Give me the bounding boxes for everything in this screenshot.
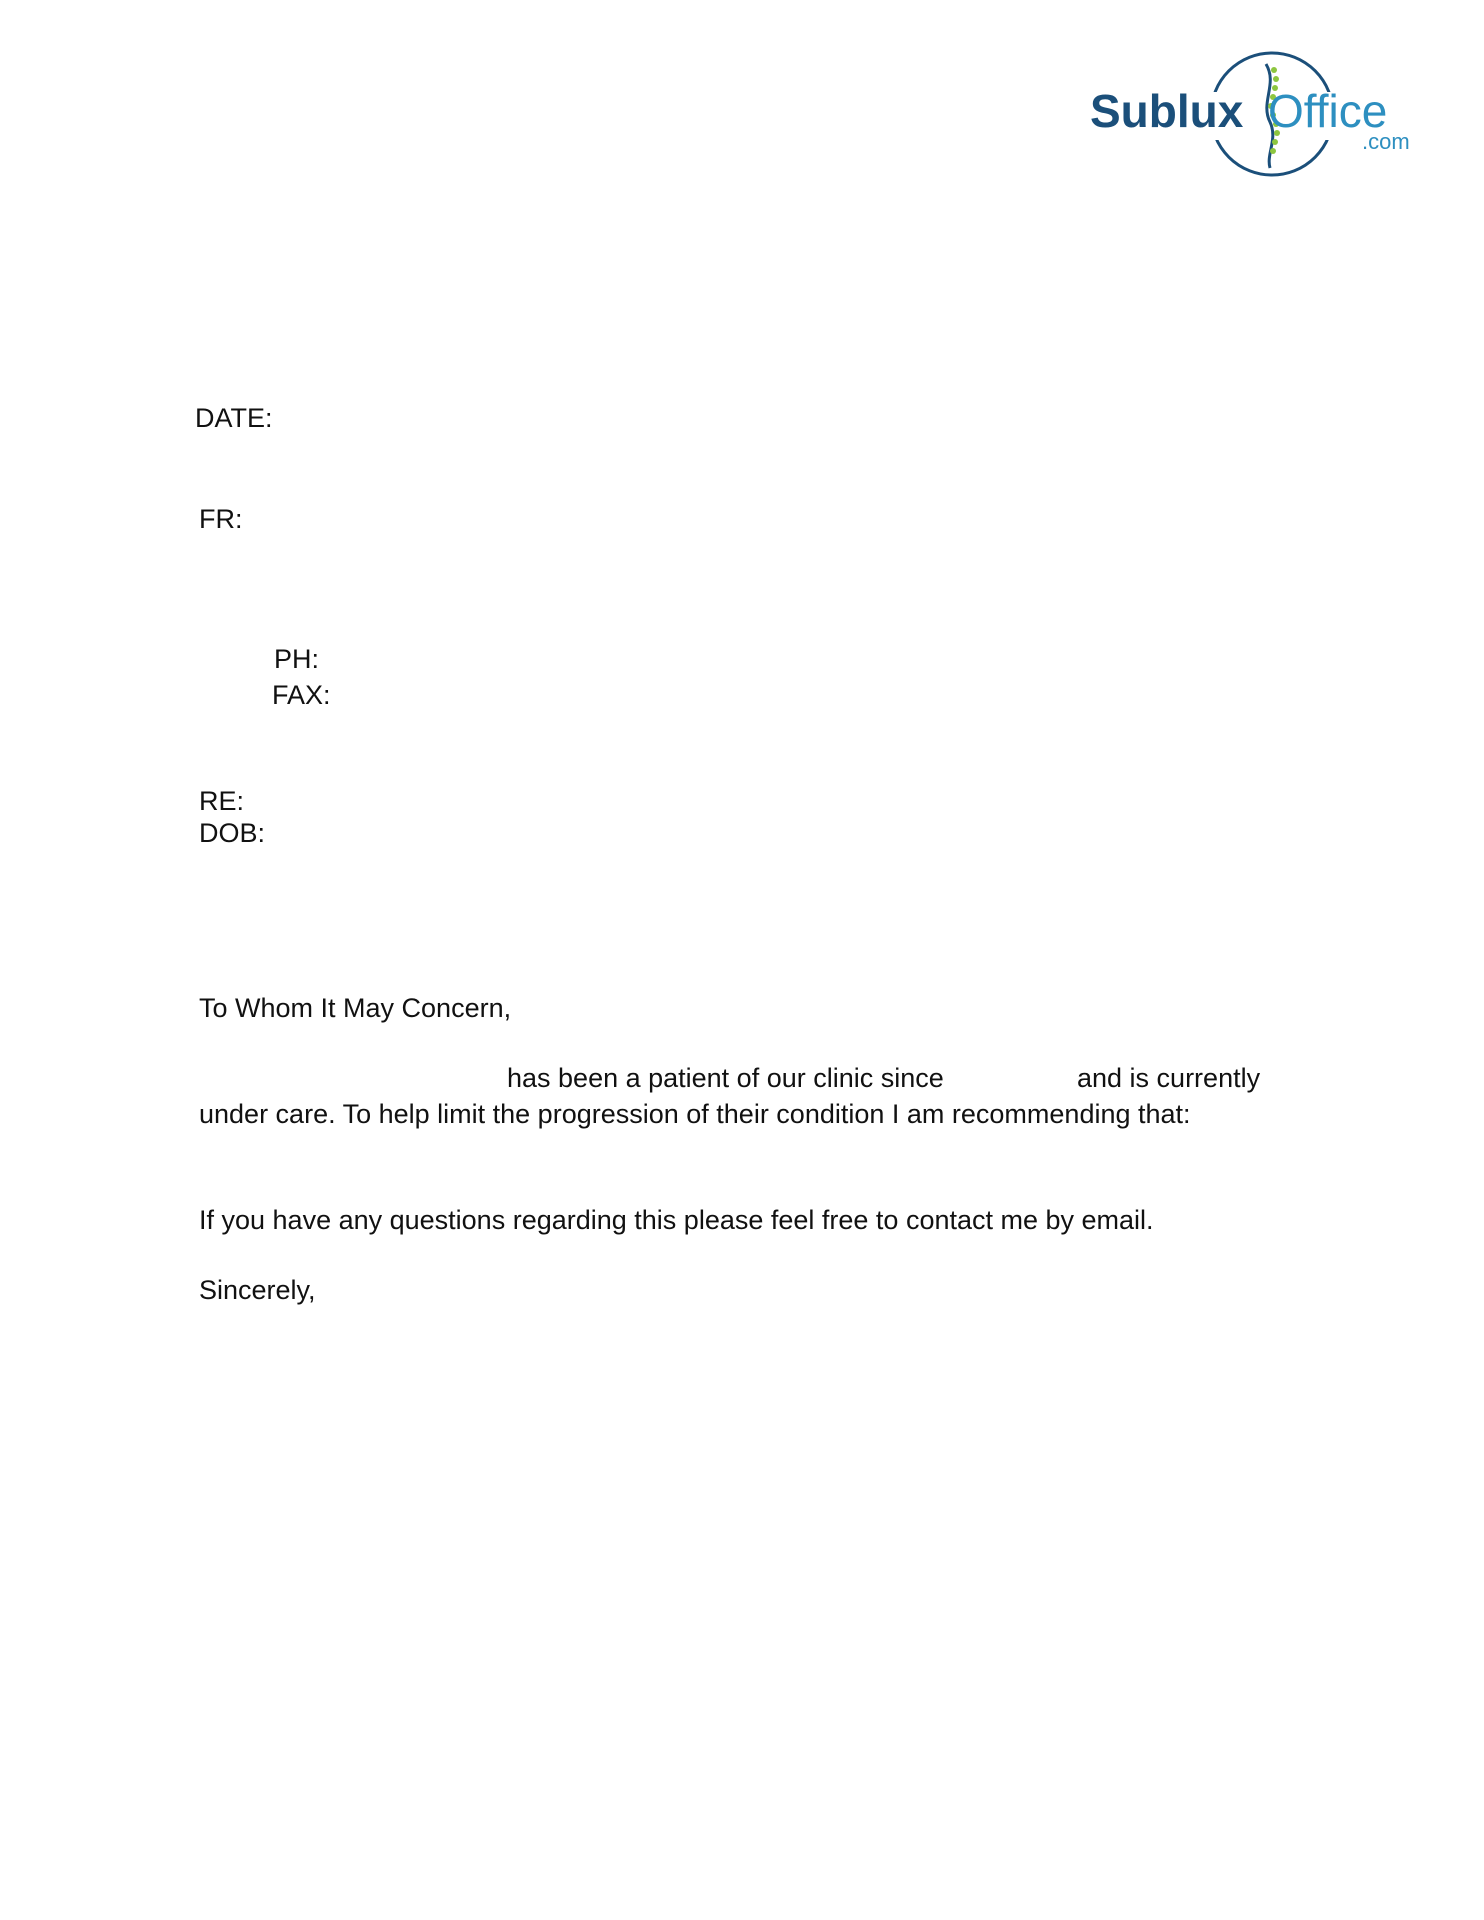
- logo-brand-bold: Sublux: [1090, 85, 1244, 137]
- phone-label: PH:: [274, 644, 320, 674]
- sublux-office-logo: [1090, 44, 1420, 184]
- fax-label: FAX:: [272, 680, 331, 710]
- body-line2: under care. To help limit the progression of their condition I am recommending that:: [199, 1099, 1191, 1129]
- from-label: FR:: [199, 504, 243, 534]
- dob-label: DOB:: [199, 818, 266, 848]
- logo-brand-light: Office: [1268, 85, 1388, 137]
- logo-domain-suffix: .com: [1362, 129, 1410, 154]
- closing: Sincerely,: [199, 1275, 316, 1305]
- date-label: DATE:: [195, 403, 273, 433]
- salutation: To Whom It May Concern,: [199, 993, 512, 1023]
- body-line1-part1: has been a patient of our clinic since: [507, 1063, 944, 1093]
- body-line1-part2: and is currently: [1077, 1063, 1261, 1093]
- re-label: RE:: [199, 786, 245, 816]
- questions-line: If you have any questions regarding this please feel free to contact me by email.: [199, 1205, 1154, 1235]
